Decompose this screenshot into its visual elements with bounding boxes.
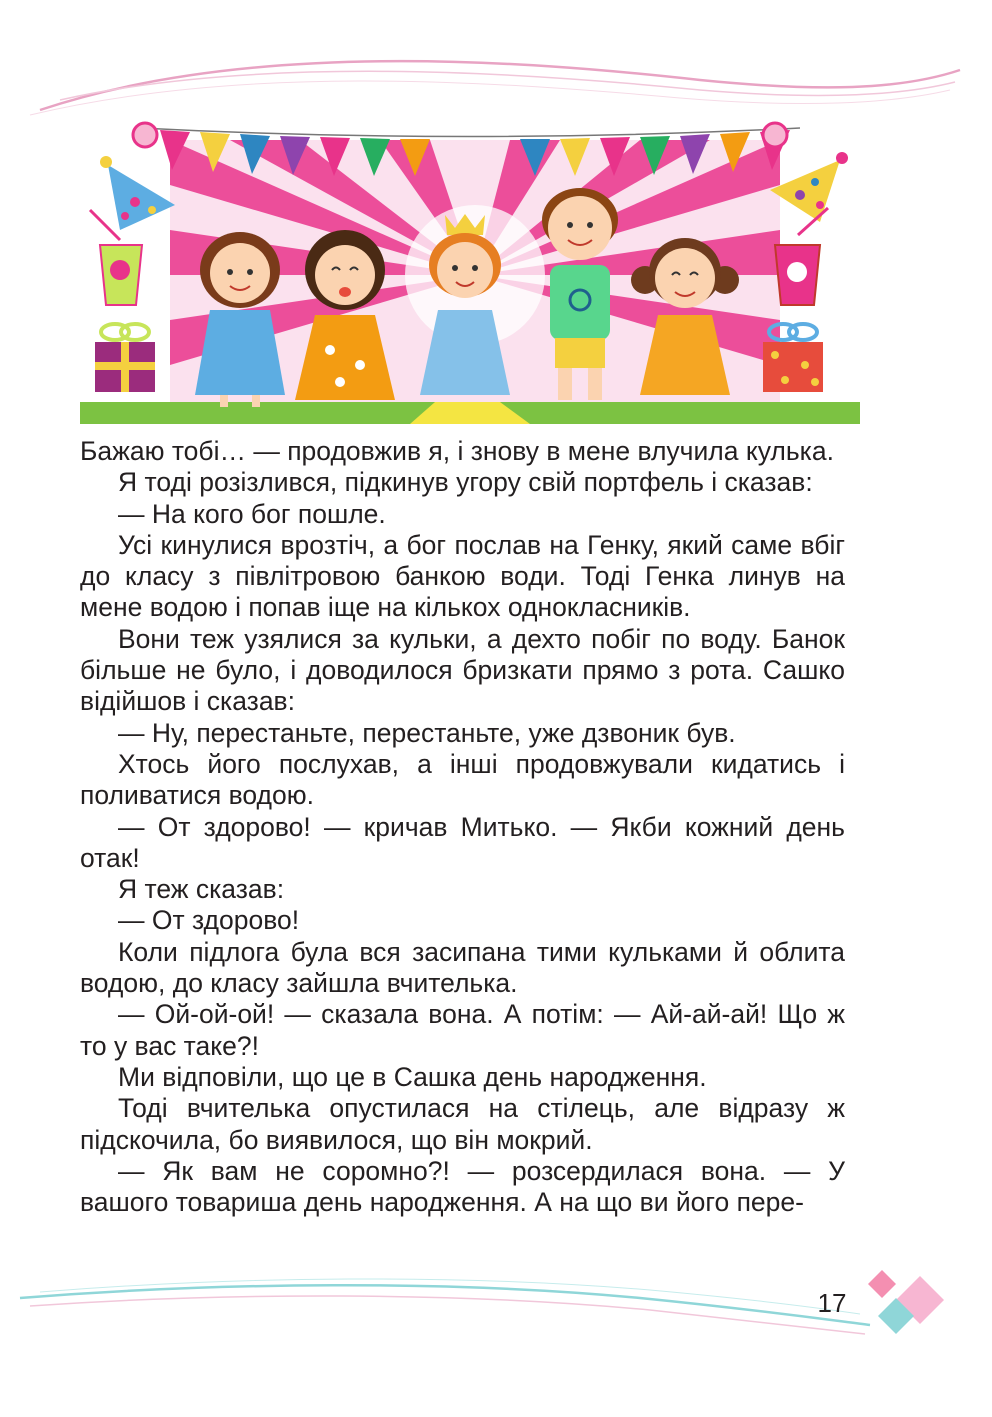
paragraph-12: — Ой-ой-ой! — сказала вона. А потім: — Ай-ай-ай! Що ж то у вас таке?! [80, 999, 845, 1061]
paragraph-15: — Як вам не соромно?! — розсердилася вона. — У вашого товариша день народження. А на що ви його пере- [80, 1155, 845, 1218]
paragraph-8: — От здорово! — кричав Митько. — Якби кожний день отак! [80, 811, 845, 873]
paragraph-14: Тоді вчителька опустилася на стілець, але відразу ж підскочила, бо виявилося, що він мокрий. [80, 1093, 845, 1155]
paragraph-10: — От здорово! [118, 905, 300, 936]
diamond-decoration-icon [862, 1268, 952, 1348]
story-text [80, 436, 845, 1218]
paragraph-2: Я тоді розізлився, підкинув угору свій портфель і сказав: [118, 467, 813, 498]
party-illustration [80, 110, 860, 430]
paragraph-4: Усі кинулися врозтіч, а бог послав на Генку, який саме вбіг до класу з півлітровою банкою води. Тоді Генка линув на мене водою і попав іще на кількох однокласників. [80, 529, 845, 623]
paragraph-3: — На кого бог пошле. [118, 498, 386, 529]
paragraph-13: Ми відповіли, що це в Сашка день народження. [118, 1061, 707, 1092]
paragraph-6: — Ну, перестаньте, перестаньте, уже дзвоник був. [118, 717, 736, 748]
paragraph-1: Бажаю тобі… — продовжив я, і знову в мене влучила кулька. [80, 436, 834, 466]
page-number: 17 [817, 1288, 847, 1318]
paragraph-11: Коли підлога була вся засипана тими кульками й облита водою, до класу зайшла вчителька. [80, 936, 845, 999]
child-girl-blue-dress [195, 232, 285, 407]
paragraph-7: Хтось його послухав, а інші продовжували кидатись і поливатися водою. [80, 748, 845, 811]
paragraph-9: Я теж сказав: [118, 874, 285, 905]
paragraph-5: Вони теж узялися за кульки, а дехто побіг по воду. Банок більше не було, і доводилося бризкати прямо з рота. Сашко відійшов і сказав: [80, 623, 845, 717]
